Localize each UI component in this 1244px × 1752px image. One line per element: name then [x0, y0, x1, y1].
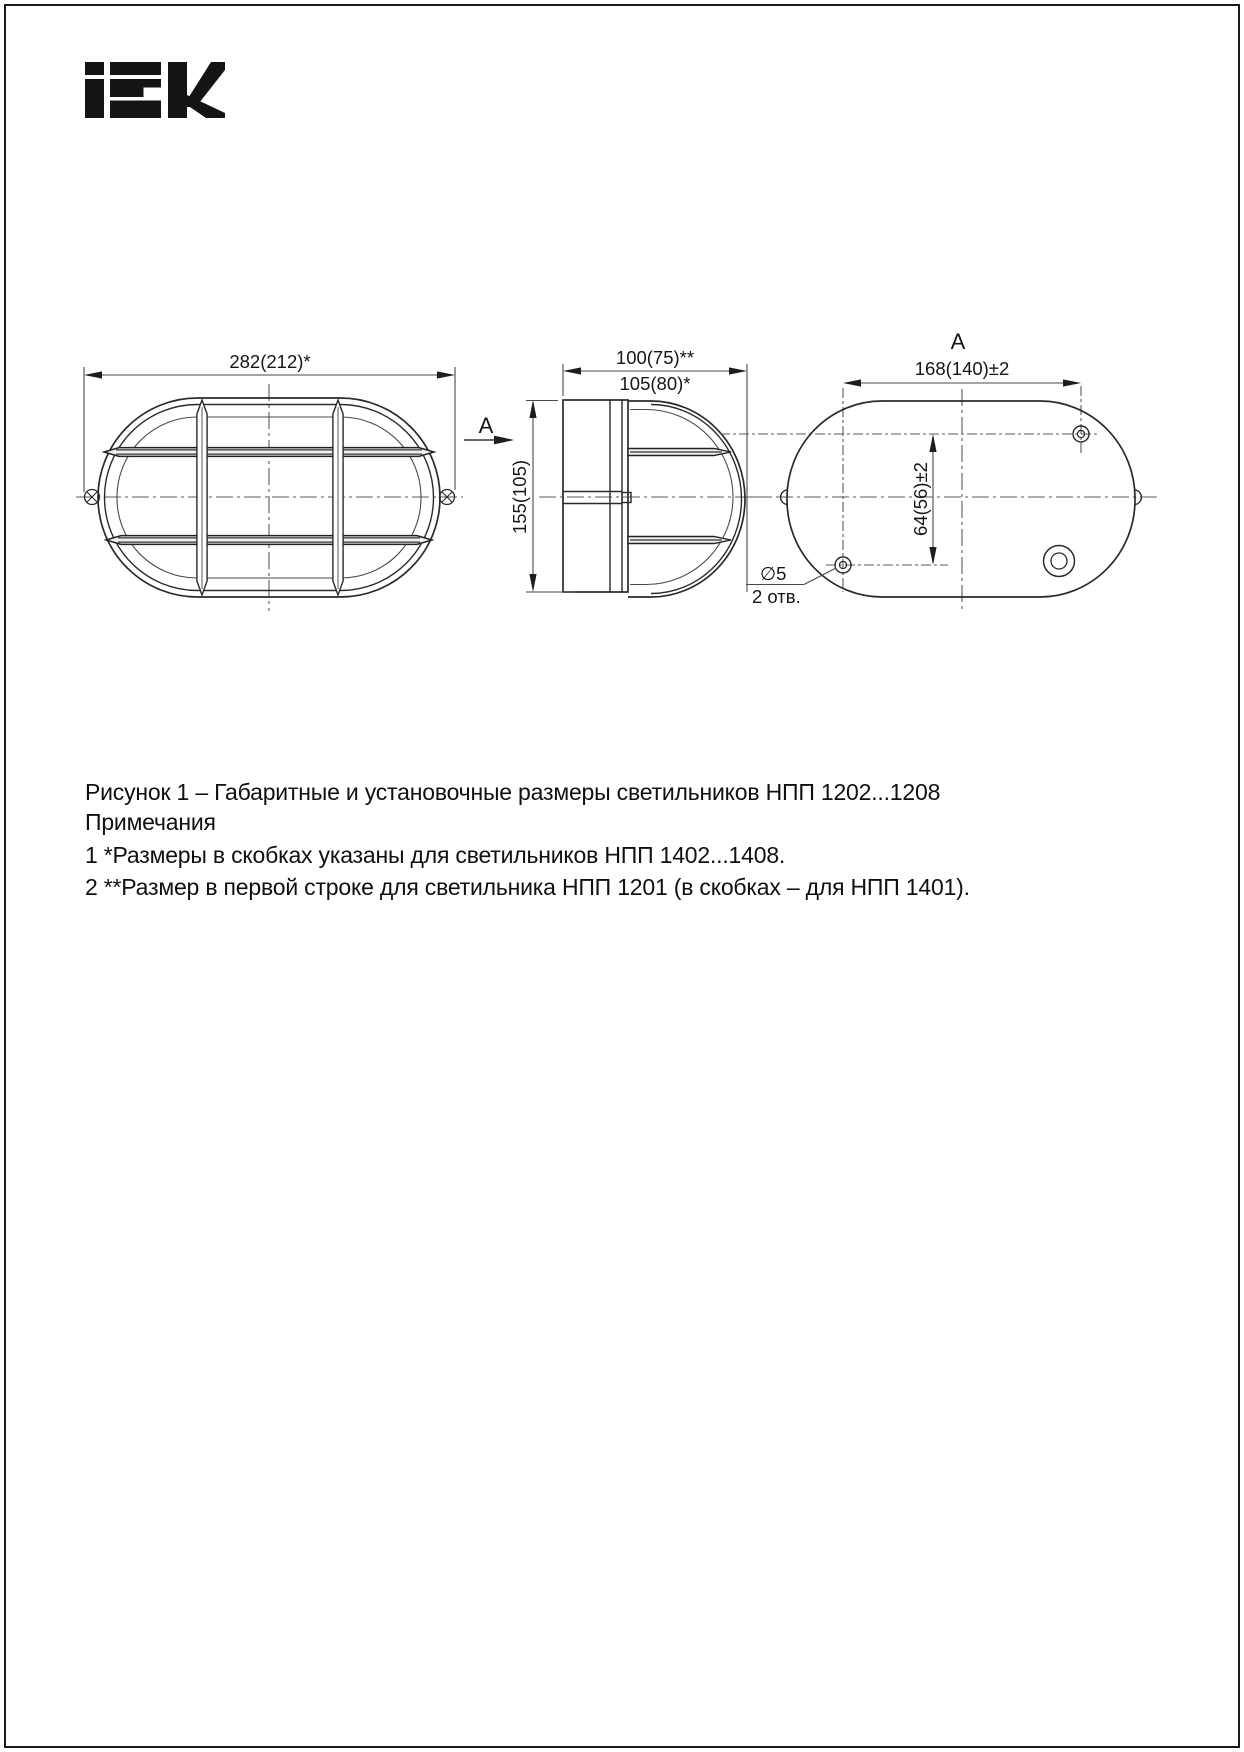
- rear-hole-spacing-h-dimension: [843, 358, 1081, 387]
- side-height-dimension: [509, 400, 574, 592]
- side-dome-outer: [628, 401, 745, 597]
- front-guard-bar-horizontal-top: [104, 448, 434, 457]
- logo-i-dot: [85, 62, 104, 75]
- iek-logo: [85, 62, 225, 118]
- rear-hole-spacing-v-dimension: [910, 434, 937, 565]
- note-1: 1 *Размеры в скобках указаны для светильников НПП 1402...1408.: [85, 842, 786, 868]
- front-guard-bar-vertical-right: [333, 400, 343, 595]
- rear-view-drawing: [720, 329, 1161, 613]
- view-direction-arrow: [464, 413, 514, 444]
- figure-caption: Рисунок 1 – Габаритные и установочные размеры светильников НПП 1202...1208: [85, 779, 941, 805]
- side-depth-dim-alt-text: 105(80)*: [619, 373, 691, 394]
- rear-hole-callout: [746, 563, 836, 607]
- logo-e-bottom: [110, 101, 161, 119]
- logo-e-mid: [110, 79, 161, 97]
- rear-view-label: А: [950, 329, 966, 354]
- logo-k-stem: [168, 62, 187, 118]
- logo-k-lower-arm: [187, 95, 225, 118]
- logo-e-top: [110, 62, 161, 75]
- front-width-dim-text: 282(212)*: [229, 351, 311, 372]
- side-dome-outer2: [651, 404, 742, 593]
- side-view-drawing: [509, 347, 769, 597]
- side-depth-dim-primary-text: 100(75)**: [615, 347, 695, 368]
- view-direction-label: А: [478, 413, 494, 438]
- note-2: 2 **Размер в первой строке для светильника НПП 1201 (в скобках – для НПП 1401).: [85, 874, 970, 900]
- side-height-dim-text: 155(105): [509, 459, 530, 535]
- side-guard-bar-top: [628, 449, 731, 456]
- front-view-drawing: [76, 351, 463, 611]
- side-guard-bar-bottom: [628, 537, 731, 544]
- front-guard-bar-vertical-left: [197, 400, 207, 595]
- rear-hole-count-text: 2 отв.: [752, 586, 801, 607]
- rear-hole-spacing-v-text: 64(56)±2: [910, 462, 931, 536]
- side-base-body: [563, 400, 628, 592]
- rear-hole-spacing-h-text: 168(140)±2: [914, 358, 1010, 379]
- logo-i-stem: [85, 79, 104, 118]
- rear-hole-diameter-text: ∅5: [760, 563, 787, 584]
- rear-cable-entry-hole: [1044, 546, 1075, 577]
- view-direction-arrowhead: [494, 436, 514, 445]
- notes-heading: Примечания: [85, 809, 216, 835]
- front-guard-bar-horizontal-bottom: [106, 536, 432, 545]
- side-depth-dimension: [563, 347, 747, 592]
